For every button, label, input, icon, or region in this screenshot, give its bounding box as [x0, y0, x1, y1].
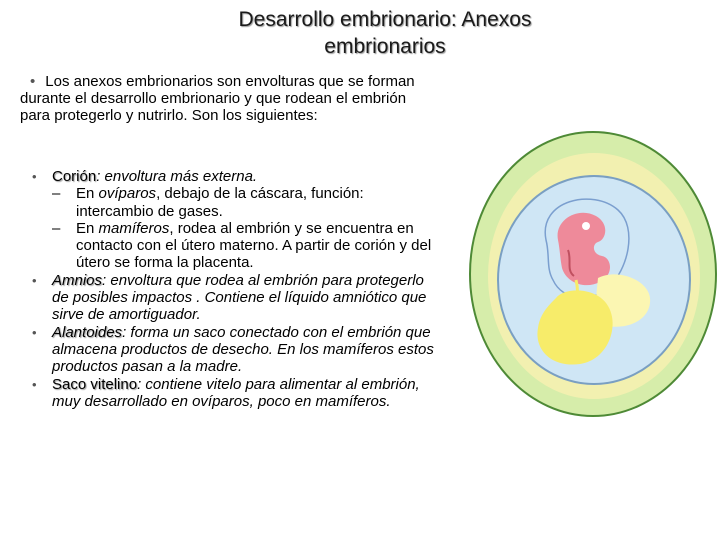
sub-dash: – [52, 219, 61, 237]
bullet-dot: • [32, 376, 37, 392]
egg-annexes-diagram [468, 130, 718, 418]
list-item-corion [32, 168, 442, 185]
sub-text-em: mamíferos [98, 219, 170, 237]
sub-item-mamiferos [32, 220, 442, 272]
term-amnios: Amnios [52, 271, 103, 289]
sub-text-post: , rodea al embrión y se encuentra en contacto con el útero materno. A partir de corión y del útero se forma la placenta. [76, 219, 432, 272]
yolk-stalk [576, 280, 578, 300]
bullet-dot: • [32, 169, 37, 184]
sub-text-pre: En [76, 219, 99, 237]
embryo-eye-icon [582, 222, 590, 230]
sub-text-post: , debajo de la cáscara, función: intercambio de gases. [76, 185, 364, 220]
desc-saco-vitelino: : contiene vitelo para alimentar al embrión, muy desarrollado en ovíparos, poco en mamíferos. [52, 375, 420, 410]
annex-list [32, 168, 442, 410]
slide-title [150, 6, 620, 60]
term-corion: Corión [52, 168, 97, 185]
intro-bullet: • [30, 73, 36, 90]
term-alantoides: Alantoides [52, 323, 123, 341]
sub-dash: – [52, 185, 61, 203]
title-line-2: embrionarios [324, 35, 446, 58]
term-saco-vitelino: Saco vitelino [52, 375, 138, 393]
desc-amnios: : envoltura que rodea al embrión para protegerlo de posibles impactos . Contiene el líquido amniótico que sirve de amortiguador. [52, 271, 427, 324]
desc-alantoides: : forma un saco conectado con el embrión que almacena productos de desecho. En los mamíferos estos productos pasan a la madre. [52, 323, 434, 376]
list-item-saco-vitelino [32, 376, 442, 411]
title-line-1: Desarrollo embrionario: Anexos [238, 8, 532, 31]
sub-text-pre: En [76, 185, 99, 203]
list-item-alantoides [32, 324, 442, 376]
sub-item-oviparos [32, 185, 442, 220]
bullet-dot: • [32, 324, 37, 340]
intro-text: Los anexos embrionarios son envolturas que se forman durante el desarrollo embrionario y que rodean el embrión para protegerlo y nutrirlo. Son los siguientes: [20, 73, 415, 124]
sub-text-em: ovíparos [98, 185, 157, 203]
list-item-amnios [32, 272, 442, 324]
intro-paragraph [20, 73, 440, 124]
desc-corion: : envoltura más externa. [96, 168, 258, 185]
bullet-dot: • [32, 272, 37, 288]
